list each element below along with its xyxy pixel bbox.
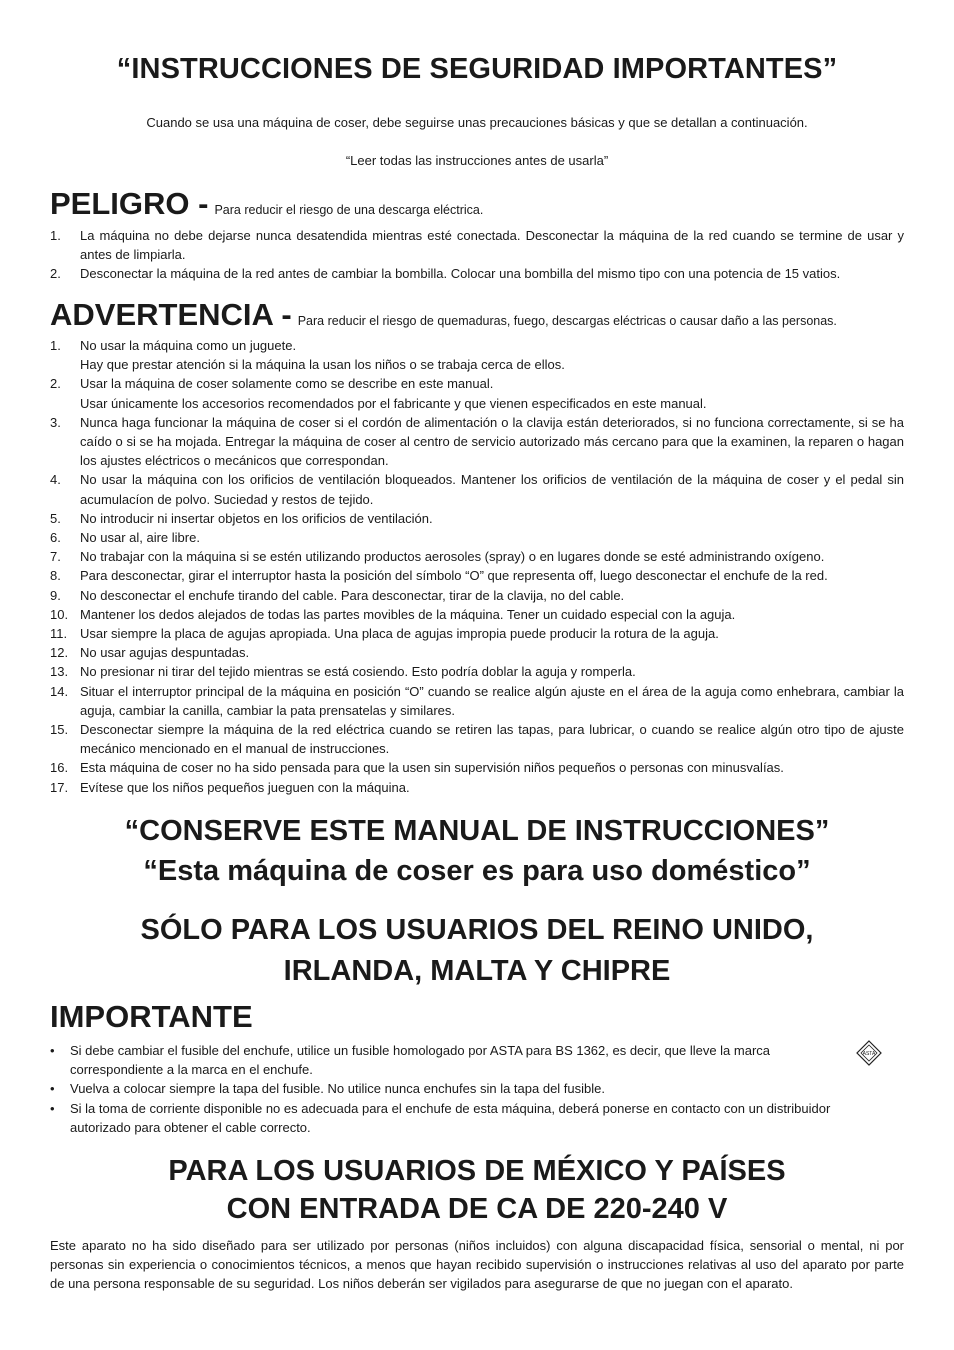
- peligro-heading: PELIGRO -: [50, 186, 209, 221]
- list-item: 2. Usar la máquina de coser solamente como se describe en este manual. Usar únicamente los accesorios recomendados por el fabricante y que vienen especificados en este manual.: [50, 376, 707, 411]
- list-item: • Si la toma de corriente disponible no es adecuada para el enchufe de esta máquina, deberá ponerse en contacto con un distribuidor autorizado para obtener el cable correcto.: [50, 1100, 831, 1135]
- advertencia-list: [50, 336, 904, 797]
- asta-mark-icon: [856, 1040, 882, 1066]
- list-item: 4. No usar la máquina con los orificios de ventilación bloqueados. Mantener los orificios de ventilación de la máquina de coser y el pedal sin acumulacíon de polvo. Suciedad y restos de tejido.: [50, 472, 904, 507]
- peligro-list: [50, 226, 904, 284]
- advertencia-subtitle: Para reducir el riesgo de quemaduras, fuego, descargas eléctricas o causar daño a las personas.: [297, 314, 837, 328]
- peligro-header: [50, 186, 920, 222]
- list-item: 13. No presionar ni tirar del tejido mientras se está cosiendo. Esto podría doblar la aguja y romperla.: [50, 664, 636, 680]
- advertencia-header: [50, 297, 920, 333]
- domestic-use-heading: “Esta máquina de coser es para uso doméstico”: [143, 855, 811, 887]
- mexico-heading-line2: CON ENTRADA DE CA DE 220-240 V: [226, 1193, 728, 1225]
- list-item: 1. No usar la máquina como un juguete. Hay que prestar atención si la máquina la usan los niños o se trabaja cerca de ellos.: [50, 338, 565, 373]
- uk-users-heading-line1: SÓLO PARA LOS USUARIOS DEL REINO UNIDO,: [140, 914, 814, 946]
- list-item: 11. Usar siempre la placa de agujas apropiada. Una placa de agujas impropia puede producir la rotura de la aguja.: [50, 626, 719, 642]
- peligro-subtitle: Para reducir el riesgo de una descarga eléctrica.: [214, 203, 484, 217]
- list-item: 1. La máquina no debe dejarse nunca desatendida mientras esté conectada. Desconectar la máquina de la red cuando se termine de usar y antes de limpiarla.: [50, 228, 904, 263]
- list-item: 2. Desconectar la máquina de la red antes de cambiar la bombilla. Colocar una bombilla del mismo tipo con una potencia de 15 vatios.: [50, 266, 841, 282]
- intro-text: Cuando se usa una máquina de coser, debe seguirse unas precauciones básicas y que se detallan a continuación.: [146, 115, 808, 130]
- list-item: 15. Desconectar siempre la máquina de la red eléctrica cuando se retiren las tapas, para lubricar, o cuando se realice algún otro tipo de ajuste mecánico mencionado en el manual de instrucciones.: [50, 722, 904, 757]
- read-note: “Leer todas las instrucciones antes de usarla”: [345, 153, 609, 168]
- list-item: 12. No usar agujas despuntadas.: [50, 645, 250, 661]
- list-item: • Si debe cambiar el fusible del enchufe, utilice un fusible homologado por ASTA para BS 1362, es decir, que lleve la marca correspondiente a la marca en el enchufe.: [50, 1043, 771, 1078]
- list-item: • Vuelva a colocar siempre la tapa del fusible. No utilice nunca enchufes sin la tapa del fusible.: [50, 1081, 605, 1097]
- mexico-heading-line1: PARA LOS USUARIOS DE MÉXICO Y PAÍSES: [168, 1155, 786, 1187]
- mexico-paragraph: Este aparato no ha sido diseñado para ser utilizado por personas (niños incluidos) con alguna discapacidad física, sensorial o mental, ni por personas sin experiencia o conocimientos técnicos, a menos que hayan recibido supervisión o instrucciones relativas al uso del aparato por parte de una persona responsable de su seguridad. Los niños deberán ser vigilados para asegurarse de que no juegan con el aparato.: [50, 1238, 904, 1291]
- uk-users-heading-line2: IRLANDA, MALTA Y CHIPRE: [283, 955, 671, 987]
- list-item: 14. Situar el interruptor principal de la máquina en posición “O” cuando se realice algún ajuste en el área de la aguja como enhebrara, cambiar la aguja, cambiar la canilla, cambiar la pata prensatelas y similares.: [50, 683, 904, 718]
- list-item: 17. Evítese que los niños pequeños jueguen con la máquina.: [50, 779, 410, 795]
- list-item: 9. No desconectar el enchufe tirando del cable. Para desconectar, tirar de la clavija, no del cable.: [50, 587, 625, 603]
- list-item: 7. No trabajar con la máquina si se estén utilizando productos aerosoles (spray) o en lugares donde se esté administrando oxígeno.: [50, 549, 825, 565]
- list-item: 16. Esta máquina de coser no ha sido pensada para que la usen sin supervisión niños pequeños o personas con minusvalías.: [50, 760, 784, 776]
- list-item: 5. No introducir ni insertar objetos en los orificios de ventilación.: [50, 510, 433, 526]
- advertencia-heading: ADVERTENCIA -: [50, 297, 292, 332]
- page-title: “INSTRUCCIONES DE SEGURIDAD IMPORTANTES”: [116, 53, 838, 85]
- list-item: 6. No usar al, aire libre.: [50, 530, 200, 546]
- importante-list: [50, 1041, 840, 1137]
- list-item: 8. Para desconectar, girar el interruptor hasta la posición del símbolo “O” que representa off, luego desconectar el enchufe de la red.: [50, 568, 828, 584]
- list-item: 10. Mantener los dedos alejados de todas las partes movibles de la máquina. Tener un cuidado especial con la aguja.: [50, 606, 736, 622]
- conserve-manual-heading: “CONSERVE ESTE MANUAL DE INSTRUCCIONES”: [124, 815, 830, 847]
- asta-mark-text: ASTA: [862, 1051, 876, 1057]
- list-item: 3. Nunca haga funcionar la máquina de coser si el cordón de alimentación o la clavija están deteriorados, si no funciona correctamente, si se ha caído o si se ha mojada. Entregar la máquina de coser al centro de servicio autorizado más cercano para que la examinen, la reparen o hagan los ajustes eléctricos o mecánicos que correspondan.: [50, 414, 904, 469]
- importante-heading: IMPORTANTE: [50, 999, 253, 1034]
